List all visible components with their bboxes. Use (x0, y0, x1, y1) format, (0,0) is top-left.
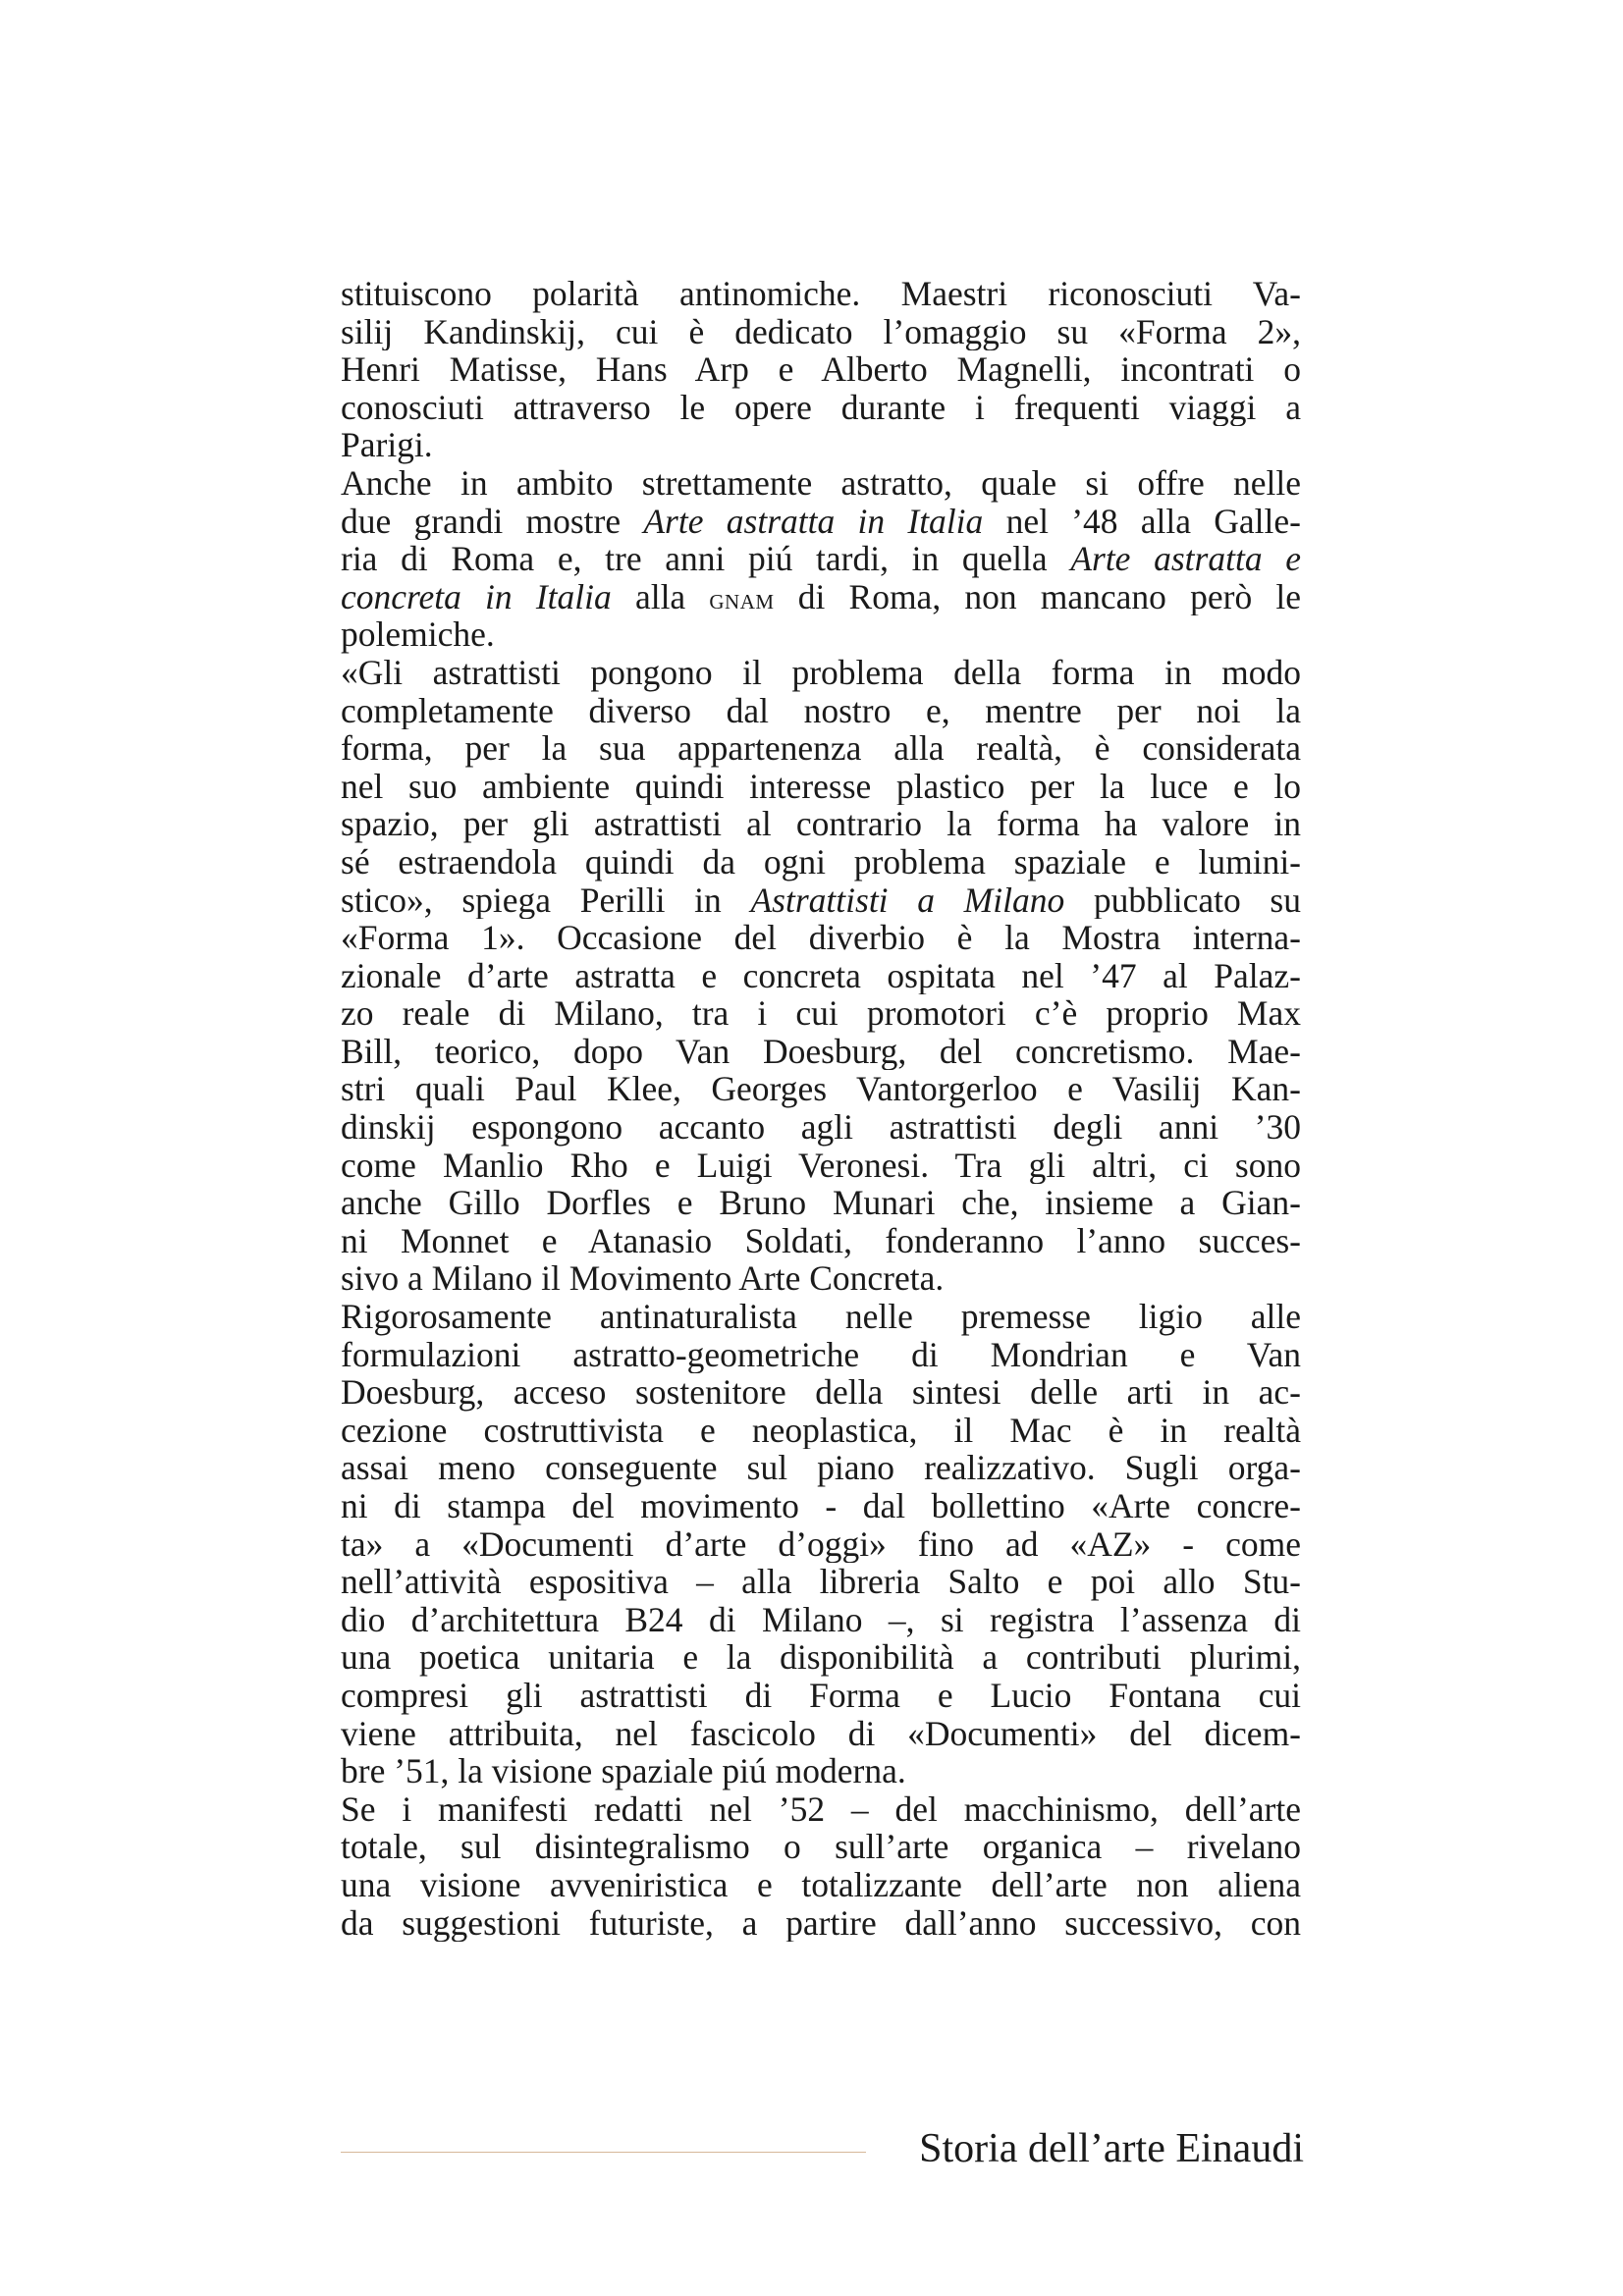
text-run: cezione costruttivista e neoplastica, il Mac è in realtà (341, 1411, 1301, 1450)
text-line (341, 313, 1301, 351)
text-run: Bill, teorico, dopo Van Doesburg, del concretismo. Mae- (341, 1032, 1301, 1071)
text-run: silij Kandinskij, cui è dedicato l’omaggio su «Forma 2», (341, 312, 1301, 351)
text-run: ta» a «Documenti d’arte d’oggi» fino ad «AZ» - come (341, 1524, 1301, 1564)
text-line (341, 275, 1301, 313)
text-line (341, 1336, 1301, 1374)
text-run: di Roma, non mancano però le (774, 577, 1301, 616)
text-run: Arte astratta e (1070, 540, 1301, 578)
text-line (341, 692, 1301, 730)
text-line (341, 615, 1301, 654)
footer-series-title: Storia dell’arte Einaudi (919, 2126, 1304, 2171)
text-run: dio d’architettura B24 di Milano –, si registra l’assenza di (341, 1600, 1301, 1639)
text-line (341, 1601, 1301, 1639)
text-run: ni Monnet e Atanasio Soldati, fonderanno l’anno succes- (341, 1221, 1301, 1260)
text-line (341, 994, 1301, 1033)
text-run: ni di stampa del movimento - dal bollettino «Arte concre- (341, 1487, 1301, 1525)
text-line (341, 1412, 1301, 1450)
text-run: dinskij espongono accanto agli astrattisti degli anni ’30 (341, 1108, 1301, 1147)
text-line (341, 1790, 1301, 1829)
text-run: una poetica unitaria e la disponibilità a contributi plurimi, (341, 1638, 1301, 1677)
text-run: Arte astratta in Italia (643, 502, 984, 541)
text-line (341, 350, 1301, 389)
text-line (341, 881, 1301, 920)
text-line (341, 729, 1301, 768)
text-run: Se i manifesti redatti nel ’52 – del macchinismo, dell’arte (341, 1789, 1301, 1829)
text-run: stri quali Paul Klee, Georges Vantorgerloo e Vasilij Kan- (341, 1070, 1301, 1109)
text-run: stico», spiega Perilli in (341, 881, 751, 920)
text-line (341, 768, 1301, 806)
text-run: Doesburg, acceso sostenitore della sintesi delle arti in ac- (341, 1373, 1301, 1412)
text-line (341, 1866, 1301, 1904)
text-run: «Forma 1». Occasione del diverbio è la Mostra interna- (341, 919, 1301, 957)
text-run: assai meno conseguente sul piano realizzativo. Sugli orga- (341, 1449, 1301, 1487)
text-line (341, 1828, 1301, 1866)
text-line (341, 1525, 1301, 1564)
text-run: zionale d’arte astratta e concreta ospitata nel ’47 al Palaz- (341, 956, 1301, 995)
footer-rule (341, 2152, 866, 2153)
text-line (341, 1904, 1301, 1943)
text-run: compresi gli astrattisti di Forma e Lucio Fontana cui (341, 1676, 1301, 1715)
text-run: gnam (709, 581, 775, 615)
text-line (341, 1298, 1301, 1336)
text-run: due grandi mostre (341, 502, 644, 541)
text-run: alla (611, 577, 710, 616)
text-line (341, 578, 1301, 616)
text-line (341, 957, 1301, 995)
text-line (341, 1373, 1301, 1412)
text-line (341, 1184, 1301, 1222)
text-line (341, 464, 1301, 503)
text-line (341, 1638, 1301, 1677)
text-line (341, 1487, 1301, 1525)
text-run: totale, sul disintegralismo o sull’arte organica – rivelano (341, 1828, 1301, 1866)
text-line (341, 1259, 1301, 1298)
text-run: nell’attività espositiva – alla libreria Salto e poi allo Stu- (341, 1563, 1301, 1601)
text-run: pubblicato su (1064, 881, 1301, 920)
text-line (341, 919, 1301, 957)
text-line (341, 540, 1301, 578)
text-line (341, 503, 1301, 541)
text-run: Rigorosamente antinaturalista nelle premesse ligio alle (341, 1298, 1301, 1336)
text-line (341, 1147, 1301, 1185)
text-run: conosciuti attraverso le opere durante i frequenti viaggi a (341, 388, 1301, 427)
text-run: nel ’48 alla Galle- (983, 502, 1301, 541)
text-run: come Manlio Rho e Luigi Veronesi. Tra gli altri, ci sono (341, 1146, 1301, 1185)
text-line (341, 1033, 1301, 1071)
text-run: stituiscono polarità antinomiche. Maestri riconosciuti Va- (341, 275, 1301, 313)
text-run: anche Gillo Dorfles e Bruno Munari che, insieme a Gian- (341, 1184, 1301, 1222)
text-line (341, 389, 1301, 427)
text-run: da suggestioni futuriste, a partire dall’anno successivo, con (341, 1903, 1301, 1943)
body-text (341, 275, 1301, 1942)
text-run: bre ’51, la visione spaziale piú moderna. (341, 1752, 906, 1790)
text-run: una visione avveniristica e totalizzante dell’arte non aliena (341, 1865, 1301, 1904)
text-line (341, 1563, 1301, 1601)
text-run: formulazioni astratto-geometriche di Mondrian e Van (341, 1335, 1301, 1374)
text-run: Henri Matisse, Hans Arp e Alberto Magnelli, incontrati o (341, 350, 1301, 389)
text-run: spazio, per gli astrattisti al contrario la forma ha valore in (341, 805, 1301, 843)
text-run: sivo a Milano il Movimento Arte Concreta. (341, 1259, 945, 1299)
text-line (341, 1070, 1301, 1108)
text-line (341, 805, 1301, 843)
text-run: concreta in Italia (341, 577, 612, 616)
text-line (341, 1677, 1301, 1715)
text-run: nel suo ambiente quindi interesse plastico per la luce e lo (341, 767, 1301, 806)
text-line (341, 1752, 1301, 1790)
text-run: polemiche. (341, 615, 495, 654)
text-line (341, 654, 1301, 692)
text-run: completamente diverso dal nostro e, mentre per noi la (341, 691, 1301, 730)
text-line (341, 1449, 1301, 1487)
text-run: Astrattisti a Milano (750, 881, 1065, 920)
text-run: viene attribuita, nel fascicolo di «Documenti» del dicem- (341, 1714, 1301, 1753)
text-run: sé estraendola quindi da ogni problema spaziale e lumini- (341, 842, 1301, 881)
text-run: «Gli astrattisti pongono il problema della forma in modo (341, 653, 1301, 692)
text-run: Anche in ambito strettamente astratto, quale si offre nelle (341, 463, 1301, 503)
text-line (341, 1715, 1301, 1753)
text-line (341, 426, 1301, 464)
text-run: zo reale di Milano, tra i cui promotori c’è proprio Max (341, 994, 1301, 1033)
text-line (341, 843, 1301, 881)
text-run: ria di Roma e, tre anni piú tardi, in quella (341, 540, 1071, 578)
text-run: Parigi. (341, 426, 433, 464)
text-line (341, 1222, 1301, 1260)
text-line (341, 1108, 1301, 1147)
text-run: forma, per la sua appartenenza alla realtà, è considerata (341, 729, 1301, 768)
